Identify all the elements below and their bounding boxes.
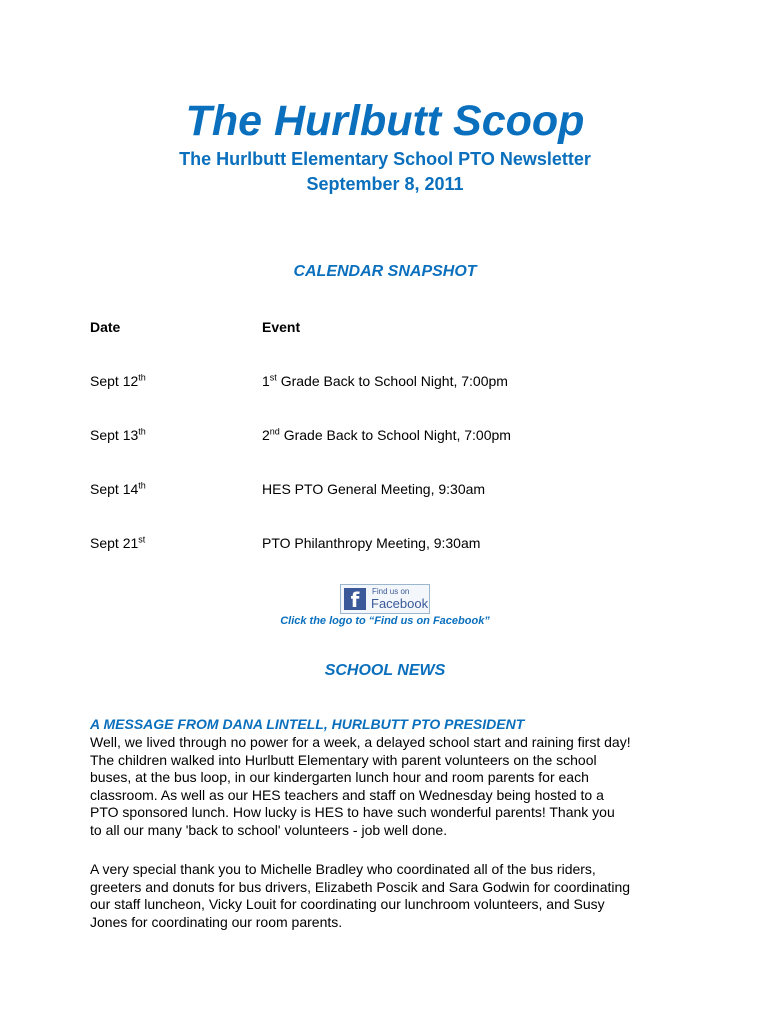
grade-number: 2	[262, 427, 270, 443]
date-text: Sept 12	[90, 373, 139, 389]
paragraph-line: classroom. As well as our HES teachers and staff on Wednesday being hosted to a	[90, 786, 604, 803]
calendar-row	[90, 480, 690, 500]
event-name	[262, 372, 508, 390]
paragraph-line: buses, at the bus loop, in our kindergarten lunch hour and room parents for each	[90, 769, 589, 786]
facebook-icon: f	[344, 588, 366, 610]
date-text: Sept 21	[90, 535, 139, 551]
calendar-row	[90, 372, 690, 392]
event-date	[90, 480, 146, 498]
facebook-wordmark: Facebook	[371, 596, 429, 611]
calendar-row	[90, 534, 690, 554]
school-news-heading: SCHOOL NEWS	[324, 662, 446, 679]
grade-suffix: st	[269, 372, 277, 383]
date-suffix: th	[138, 480, 146, 491]
facebook-find-us-text: Find us on	[372, 587, 410, 596]
paragraph-line: The children walked into Hurlbutt Elementary with parent volunteers on the school	[90, 751, 597, 768]
paragraph-line: Jones for coordinating our room parents.	[90, 913, 343, 930]
calendar-row	[90, 426, 690, 446]
paragraph-line: to all our many 'back to school' volunteers - job well done.	[90, 821, 448, 838]
event-text: PTO Philanthropy Meeting, 9:30am	[262, 535, 481, 551]
event-date	[90, 534, 145, 552]
facebook-logo-link[interactable]	[340, 584, 430, 614]
president-message-heading: A MESSAGE FROM DANA LINTELL, HURLBUTT PTO PRESIDENT	[90, 716, 525, 732]
column-header-date: Date	[90, 319, 121, 335]
calendar-header-row	[90, 318, 690, 338]
grade-suffix: nd	[269, 426, 280, 437]
column-header-event: Event	[262, 319, 301, 335]
date-suffix: th	[138, 426, 146, 437]
calendar-heading: CALENDAR SNAPSHOT	[293, 263, 477, 280]
event-name	[262, 426, 511, 444]
event-name	[262, 534, 480, 552]
newsletter-title: The Hurlbutt Scoop	[185, 97, 585, 145]
grade-number: 1	[262, 373, 270, 389]
paragraph-line: Well, we lived through no power for a week, a delayed school start and raining first day!	[90, 734, 631, 750]
newsletter-subtitle: The Hurlbutt Elementary School PTO Newsletter	[179, 149, 591, 169]
paragraph-line: A very special thank you to Michelle Bradley who coordinated all of the bus riders,	[90, 861, 596, 877]
date-suffix: th	[138, 372, 146, 383]
president-message-paragraph	[90, 734, 690, 840]
date-suffix: st	[138, 534, 146, 545]
event-text: Grade Back to School Night, 7:00pm	[279, 427, 511, 443]
newsletter-date: September 8, 2011	[306, 174, 464, 194]
thank-you-paragraph	[90, 861, 690, 931]
event-text: HES PTO General Meeting, 9:30am	[262, 481, 486, 497]
event-date	[90, 372, 146, 390]
event-text: Grade Back to School Night, 7:00pm	[276, 373, 508, 389]
paragraph-line: greeters and donuts for bus drivers, Elizabeth Poscik and Sara Godwin for coordinating	[90, 878, 631, 895]
paragraph-line: our staff luncheon, Vicky Louit for coordinating our lunchroom volunteers, and Susy	[90, 896, 605, 913]
event-name	[262, 480, 485, 498]
facebook-caption: Click the logo to “Find us on Facebook”	[280, 615, 490, 627]
date-text: Sept 13	[90, 427, 139, 443]
date-text: Sept 14	[90, 481, 139, 497]
paragraph-line: PTO sponsored lunch. How lucky is HES to have such wonderful parents! Thank you	[90, 804, 615, 821]
event-date	[90, 426, 146, 444]
